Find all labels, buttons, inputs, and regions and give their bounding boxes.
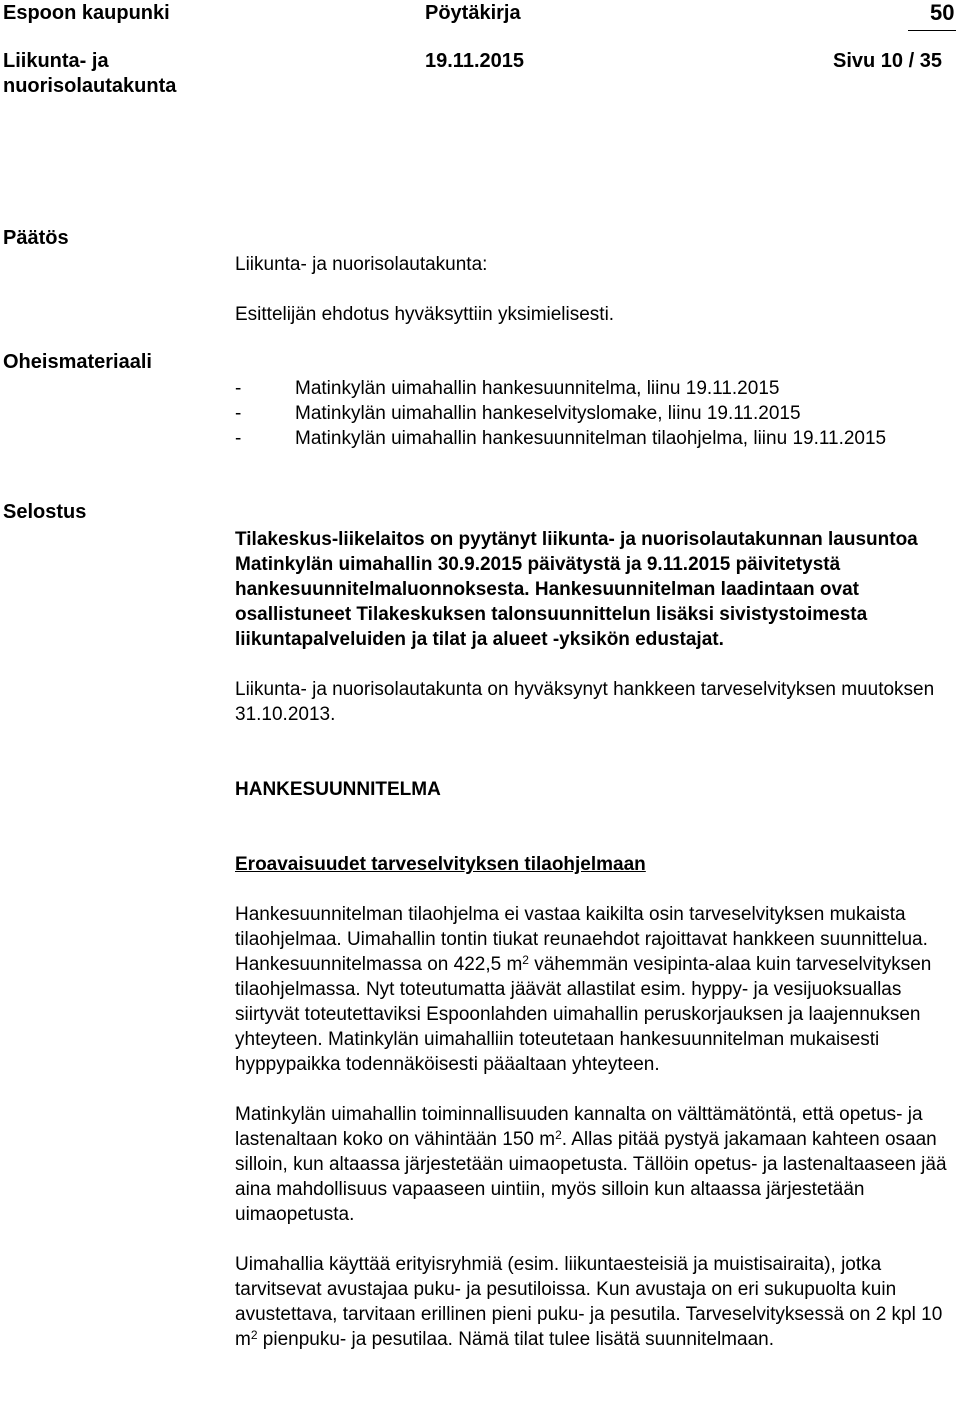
body-name-line2: nuorisolautakunta: [3, 75, 177, 97]
attachment-item: [235, 401, 957, 426]
attachments-label: Oheismateriaali: [3, 351, 152, 373]
list-dash: -: [235, 428, 242, 449]
p4-text-b: . Allas pitää pystyä jakamaan kahteen osaan silloin, kun altaassa järjestetään uimaopetusta. Tällöin opetus- ja lastenaltaaseen jää aina mahdollisuus vapaaseen uintiin, myös silloin kun altaassa järjestetään uimaopetusta.: [235, 1129, 947, 1225]
p3-text-a: Hankesuunnitelman tilaohjelma ei vastaa kaikilta osin tarveselvityksen mukaista tilaohjelmaa. Uimahallin tontin tiukat reunaehdot rajoittavat hankkeen suunnittelua. Hankesuunnitelmassa on 422,5 m: [235, 904, 928, 975]
section-heading: HANKESUUNNITELMA: [235, 779, 441, 800]
p4-superscript: 2: [555, 1128, 562, 1142]
statement-label: Selostus: [3, 501, 87, 523]
page-indicator: Sivu 10 / 35: [833, 50, 942, 72]
list-dash: -: [235, 403, 242, 424]
attachment-item: [235, 426, 957, 451]
section-number-underline: [908, 30, 956, 31]
paragraph-special-groups: [235, 1252, 957, 1352]
p4-text-a: Matinkylän uimahallin toiminnallisuuden kannalta on välttämätöntä, että opetus- ja lastenaltaan koko on vähintään 150 m: [235, 1104, 923, 1150]
p5-superscript: 2: [250, 1328, 258, 1342]
p3-superscript: 2: [522, 953, 529, 967]
attachments-list: [235, 376, 957, 451]
p5-text-b: pienpuku- ja pesutilaa. Nämä tilat tulee lisätä suunnitelmaan.: [257, 1329, 774, 1350]
statement-bold-paragraph: Tilakeskus-liikelaitos on pyytänyt liikunta- ja nuorisolautakunnan lausuntoa Matinkylän uimahallin 30.9.2015 päivätystä ja 9.11.2015 päivitetystä hankesuunnitelmaluonnoksesta. Hankesuunnitelman laadintaan ovat osallistuneet Tilakeskuksen talonsuunnittelun lisäksi sivistystoimesta liikuntapalveluiden ja tilat ja alueet -yksikön edustajat.: [235, 529, 918, 650]
paragraph-pool-size: [235, 1102, 957, 1227]
statement-body: [235, 527, 957, 1352]
doc-type: Pöytäkirja: [425, 2, 521, 24]
list-dash: -: [235, 378, 242, 399]
attachment-item: [235, 376, 957, 401]
attachment-text: Matinkylän uimahallin hankeselvityslomake, liinu 19.11.2015: [295, 403, 801, 424]
body-name-line1: Liikunta- ja: [3, 50, 109, 72]
attachment-text: Matinkylän uimahallin hankesuunnitelman tilaohjelma, liinu 19.11.2015: [295, 428, 887, 449]
paragraph-differences: [235, 902, 957, 1077]
statement-paragraph-2: Liikunta- ja nuorisolautakunta on hyväksynyt hankkeen tarveselvityksen muutoksen 31.10.2013.: [235, 679, 935, 725]
attachment-text: Matinkylän uimahallin hankesuunnitelma, liinu 19.11.2015: [295, 378, 780, 399]
decision-line1: Liikunta- ja nuorisolautakunta:: [235, 254, 488, 275]
p3-text-b: vähemmän vesipinta-alaa kuin tarveselvityksen tilaohjelmassa. Nyt toteutumatta jäävät allastilat esim. hyppy- ja vesijuoksuallas siirtyvät toteutettaviksi Espoonlahden uimahallin peruskorjauksen ja laajennuksen yhteyteen. Matinkylän uimahalliin toteutetaan hankesuunnitelman mukaisesti hyppypaikka todennäköisesti pääaltaan yhteyteen.: [235, 954, 932, 1075]
decision-line2: Esittelijän ehdotus hyväksyttiin yksimielisesti.: [235, 304, 615, 325]
decision-body: [235, 252, 957, 327]
section-number: 50: [930, 0, 955, 25]
meeting-date: 19.11.2015: [425, 50, 524, 72]
p5-text-a: Uimahallia käyttää erityisryhmiä (esim. liikuntaesteisiä ja muistisairaita), jotka tarvitsevat avustajaa puku- ja pesutiloissa. Kun avustaja on eri sukupuolta kuin avustettava, tarvitaan erillinen pieni puku- ja pesutila. Tarveselvityksessä on 2 kpl 10 m: [235, 1254, 943, 1350]
sub-heading: Eroavaisuudet tarveselvityksen tilaohjelmaan: [235, 854, 646, 875]
decision-label: Päätös: [3, 227, 69, 249]
org-name: Espoon kaupunki: [3, 2, 170, 24]
